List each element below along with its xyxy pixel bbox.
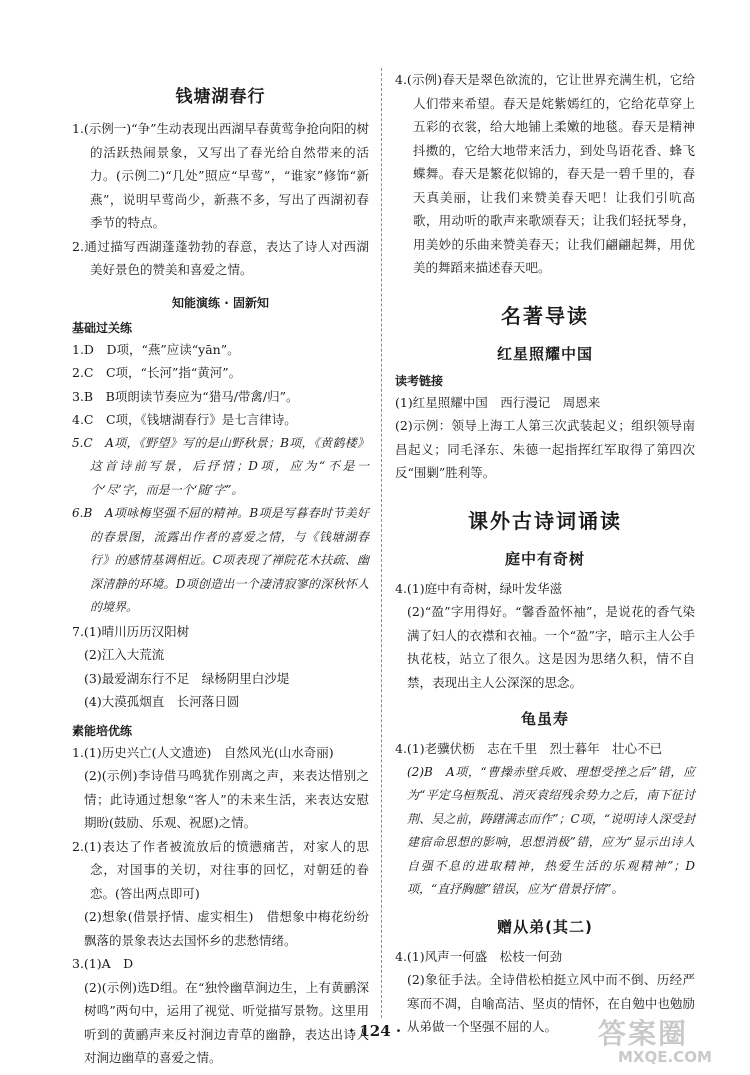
answer-item: (1)红星照耀中国 西行漫记 周恩来 — [395, 394, 601, 410]
poem-title: 赠从弟(其二) — [497, 917, 593, 936]
poem-title-qiantang: 钱塘湖春行 — [175, 87, 266, 107]
section-title-mingzhu: 名著导读 — [501, 303, 589, 328]
answer-item: 1.(1)历史兴亡(人文遗迹) 自然风光(山水奇丽) — [72, 744, 334, 760]
answer-subitem: (2)(示例)李诗借马鸣犹作别离之声，来表达惜别之情；此诗通过想象“客人”的未来生活，来表达安慰期盼(鼓励、乐观、祝愿)之情。 — [84, 768, 369, 830]
answer-item: 3.B B项朗读节奏应为“猎马/带禽/归”。 — [72, 388, 299, 404]
answer-item: (2)示例：领导上海工人第三次武装起义；组织领导南昌起义；同毛泽东、朱德一起指挥红军取得了第四次反“围剿”胜利等。 — [395, 418, 695, 480]
section-heading-basic: 基础过关练 — [72, 320, 133, 335]
answer-item: 4.(1)风声一何盛 松枝一何劲 — [395, 948, 563, 964]
answer-item: 7.(1)晴川历历汉阳树 — [72, 623, 190, 639]
answer-item: 1.D D项，“燕”应读“yān”。 — [72, 341, 240, 357]
section-heading-advanced: 素能培优练 — [72, 723, 133, 738]
watermark-text: 答案圈 — [598, 1017, 689, 1050]
watermark-url: MXQE.COM — [618, 1048, 712, 1066]
answer-item: 4.(示例)春天是翠色欲流的，它让世界充满生机，它给人们带来希望。春天是姹紫嫣红的，它给花草穿上五彩的衣裳，给大地铺上柔嫩的地毯。春天是精神抖擞的，它给大地带来活力，到处鸟语花香、蜂飞蝶舞。春天是繁花似锦的，春天是一碧千里的，春天真美丽，让我们来赞美春天吧！让我们引吭高歌，用动听的歌声来歌颂春天；让我们轻抚琴身，用美妙的乐曲来赞美春天；让我们翩翩起舞，用优美的舞蹈来描述春天吧。 — [395, 72, 695, 275]
book-title: 红星照耀中国 — [496, 344, 593, 363]
answer-item-handwritten: 6.B A项咏梅坚强不屈的精神。B项是写暮春时节美好的春景图，流露出作者的喜爱之情，与《钱塘湖春行》的感情基调相近。C项表现了禅院花木扶疏、幽深清静的环境。D项创造出一个凄清寂寥的深秋怀人的境界。 — [72, 506, 369, 614]
answer-item: 1.(示例一)“争”生动表现出西湖早春黄莺争抢向阳的树的活跃热闹景象，又写出了春光给自然带来的活力。(示例二)“几处”照应“早莺”，“谁家”修饰“新燕”，说明早莺尚少，新燕不多，写出了西湖初春季节的特点。 — [72, 121, 369, 230]
answer-item: 4.(1)老骥伏枥 志在千里 烈士暮年 壮心不已 — [395, 741, 663, 756]
page-number: · 124 · — [348, 1022, 402, 1040]
poem-title: 庭中有奇树 — [504, 549, 585, 568]
answer-item: 2.通过描写西湖蓬蓬勃勃的春意，表达了诗人对西湖美好景色的赞美和喜爱之情。 — [72, 238, 369, 277]
answer-subitem: (2)想象(借景抒情、虚实相生) 借想象中梅花纷纷飘落的景象表达去国怀乡的悲愁情绪。 — [84, 909, 369, 948]
answer-item: 4.(1)庭中有奇树，绿叶发华滋 — [395, 580, 563, 596]
answer-subitem: (2)江入大荒流 — [84, 647, 165, 662]
answer-subitem-handwritten: (2)B A项，“曹操赤壁兵败、理想受挫之后”错，应为“平定乌桓叛乱、消灭袁绍残余势力之后，南下征讨荆、吴之前，踌躇满志而作”；C项，“说明诗人深受封建宿命思想的影响，思想消极”错，应为“显示出诗人自强不息的进取精神，热爱生活的乐观精神”；D项，“直抒胸臆”错误，应为“借景抒情”。 — [407, 764, 695, 896]
section-title-poetry: 课外古诗词诵读 — [468, 508, 622, 533]
answer-item-handwritten: 5.C A项，《野望》写的是山野秋景；B项，《黄鹤楼》这首诗前写景，后抒情；D项，应为“不是一个‘尽’字，而是一个‘随’字”。 — [72, 435, 369, 497]
answer-subitem: (3)最爱湖东行不足 绿杨阴里白沙堤 — [84, 670, 290, 686]
answer-item: 4.C C项，《钱塘湖春行》是七言律诗。 — [72, 412, 297, 427]
right-column — [395, 68, 695, 1039]
answer-item: 3.(1)A D — [72, 956, 134, 971]
section-subtitle: 知能演练 · 固新知 — [172, 295, 269, 310]
section-heading-link: 读考链接 — [395, 373, 444, 388]
watermark-logo — [598, 1012, 738, 1070]
left-column — [72, 68, 369, 1070]
answer-subitem: (2)象征手法。全诗借松柏挺立风中而不倒、历经严寒而不凋，自喻高洁、坚贞的情怀，在自勉中也勉励从弟做一个坚强不屈的人。 — [407, 972, 695, 1034]
answer-item: 2.C C项，“长河”指“黄河”。 — [72, 365, 242, 380]
poem-title: 龟虽寿 — [520, 710, 569, 728]
column-divider — [381, 68, 382, 1018]
answer-subitem: (4)大漠孤烟直 长河落日圆 — [84, 694, 240, 709]
answer-subitem: (2)(示例)选D组。在“独怜幽草涧边生，上有黄鹂深树鸣”两句中，运用了视觉、听觉描写景物。这里用听到的黄鹂声来反衬涧边青草的幽静，表达出诗人对涧边幽草的喜爱之情。 — [84, 979, 369, 1065]
answer-item: 2.(1)表达了作者被流放后的愤懑痛苦，对家人的思念，对国事的关切，对往事的回忆，对朝廷的眷恋。(答出两点即可) — [72, 838, 369, 901]
answer-subitem: (2)“盈”字用得好。“馨香盈怀袖”，是说花的香气染满了妇人的衣襟和衣袖。一个“盈”字，暗示主人公手执花枝，站立了很久。这是因为思绪久积，情不自禁，表现出主人公深深的思念。 — [407, 604, 695, 690]
